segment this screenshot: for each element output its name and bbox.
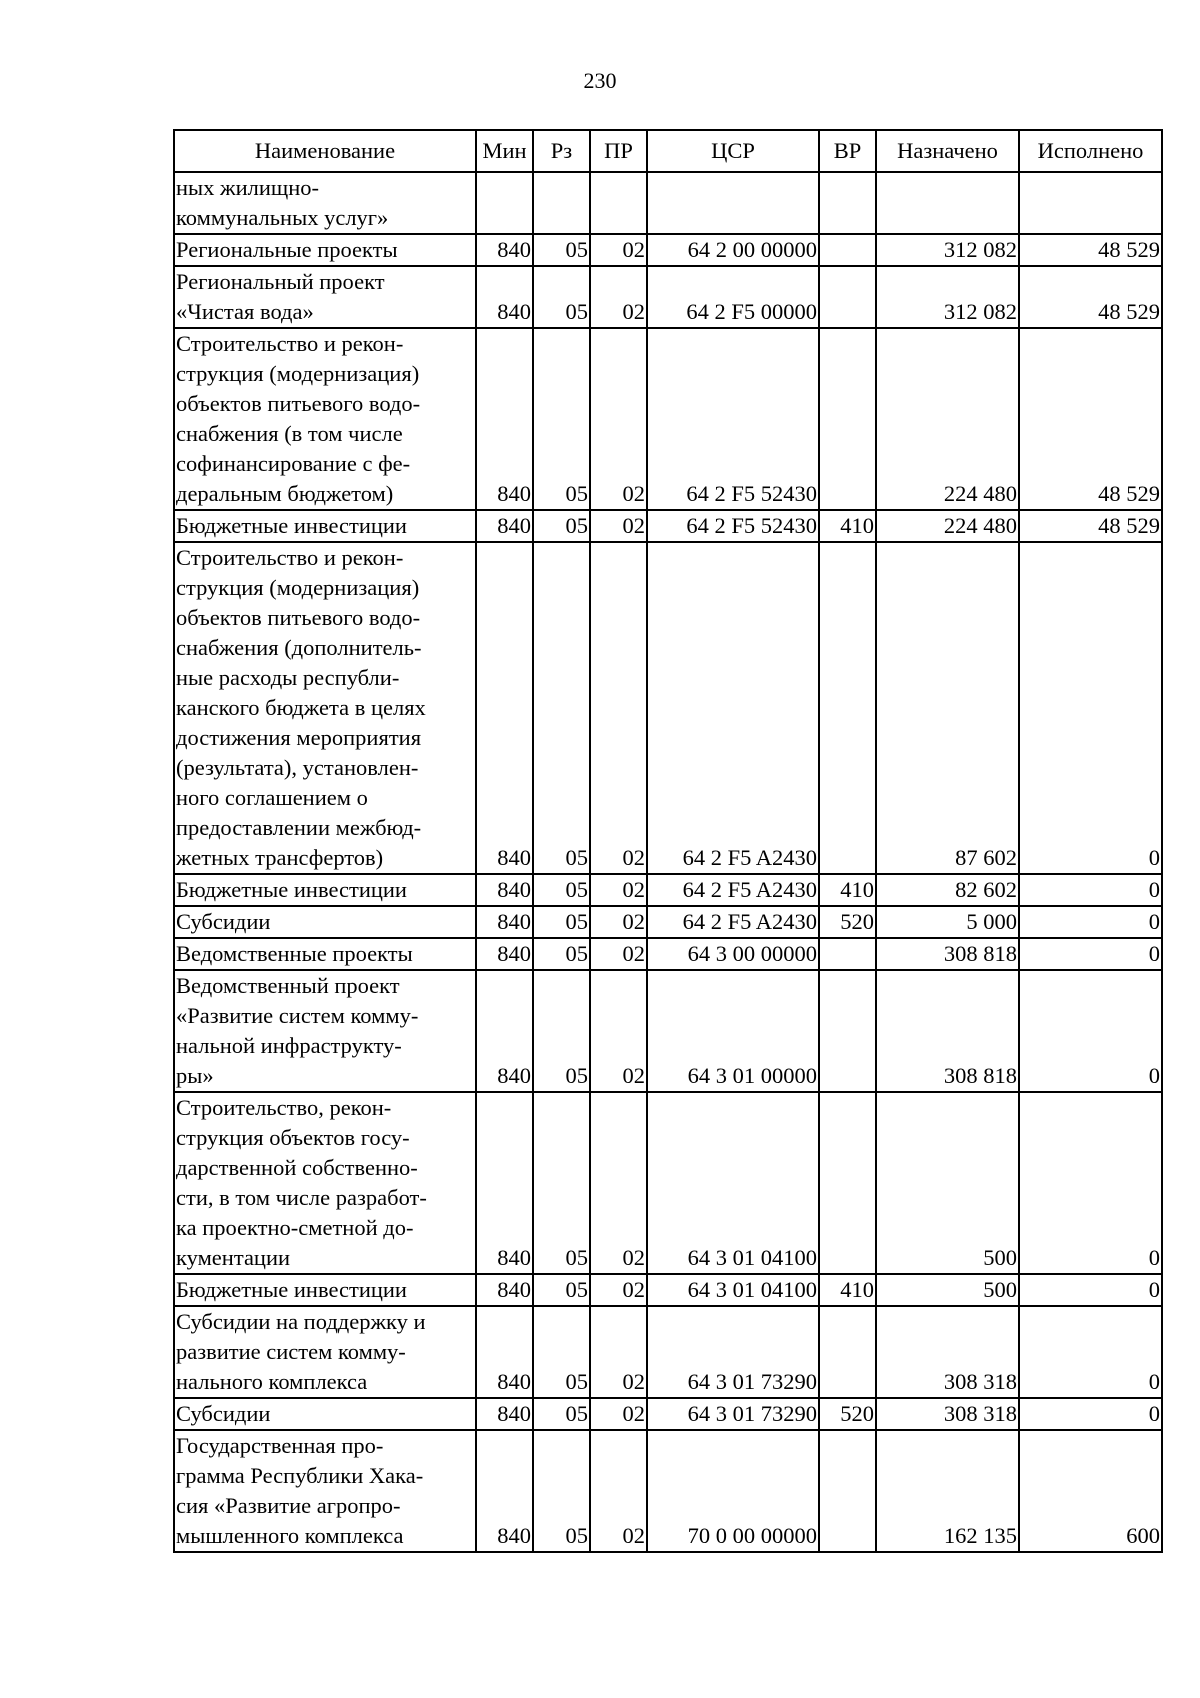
cell-csr: 64 3 00 00000: [647, 938, 819, 970]
cell-name: [174, 970, 476, 1092]
cell-min: 840: [476, 970, 533, 1092]
cell-assigned: 224 480: [876, 328, 1019, 510]
header-vr: ВР: [819, 130, 876, 172]
header-pr: ПР: [590, 130, 647, 172]
table-row: [174, 1398, 1162, 1430]
table-row: [174, 1092, 1162, 1274]
cell-assigned: 162 135: [876, 1430, 1019, 1552]
cell-min: 840: [476, 542, 533, 874]
cell-csr: 70 0 00 00000: [647, 1430, 819, 1552]
cell-name-line: ных жилищно-: [176, 175, 319, 200]
cell-rz: 05: [533, 510, 590, 542]
header-executed: Исполнено: [1019, 130, 1162, 172]
cell-rz: 05: [533, 938, 590, 970]
cell-rz: 05: [533, 1092, 590, 1274]
cell-min: 840: [476, 1306, 533, 1398]
cell-min: 840: [476, 1398, 533, 1430]
cell-assigned: 308 818: [876, 970, 1019, 1092]
cell-executed: 0: [1019, 1092, 1162, 1274]
cell-vr: [819, 542, 876, 874]
header-csr: ЦСР: [647, 130, 819, 172]
cell-name-line: Строительство и рекон-: [176, 545, 404, 570]
cell-csr: 64 2 F5 A2430: [647, 874, 819, 906]
cell-pr: 02: [590, 234, 647, 266]
cell-rz: [533, 172, 590, 234]
cell-name: [174, 328, 476, 510]
cell-assigned: 312 082: [876, 234, 1019, 266]
cell-vr: 410: [819, 874, 876, 906]
cell-csr: 64 2 F5 52430: [647, 328, 819, 510]
cell-executed: 0: [1019, 874, 1162, 906]
cell-name-line: Субсидии на поддержку и: [176, 1309, 426, 1334]
cell-assigned: 308 318: [876, 1398, 1019, 1430]
cell-pr: 02: [590, 542, 647, 874]
cell-rz: 05: [533, 1274, 590, 1306]
cell-vr: [819, 328, 876, 510]
cell-pr: 02: [590, 938, 647, 970]
table-row: [174, 266, 1162, 328]
cell-csr: 64 3 01 73290: [647, 1306, 819, 1398]
cell-pr: 02: [590, 1398, 647, 1430]
cell-csr: 64 2 F5 A2430: [647, 906, 819, 938]
cell-pr: 02: [590, 1306, 647, 1398]
table-row: [174, 1306, 1162, 1398]
cell-min: 840: [476, 1274, 533, 1306]
cell-executed: 0: [1019, 970, 1162, 1092]
cell-name-line: ка проектно-сметной до-: [176, 1215, 414, 1240]
header-rz: Рз: [533, 130, 590, 172]
cell-name-line: Региональный проект: [176, 269, 385, 294]
cell-assigned: 500: [876, 1274, 1019, 1306]
header-assigned: Назначено: [876, 130, 1019, 172]
table-header: [174, 130, 1162, 172]
table-row: [174, 172, 1162, 234]
cell-csr: 64 3 01 04100: [647, 1092, 819, 1274]
cell-rz: 05: [533, 1430, 590, 1552]
cell-min: [476, 172, 533, 234]
cell-name-line: Ведомственные проекты: [176, 941, 413, 966]
cell-name-line: Субсидии: [176, 1401, 271, 1426]
budget-table: [173, 129, 1163, 1553]
cell-assigned: 82 602: [876, 874, 1019, 906]
cell-rz: 05: [533, 1398, 590, 1430]
cell-name: [174, 938, 476, 970]
cell-csr: 64 2 F5 52430: [647, 510, 819, 542]
cell-executed: 0: [1019, 542, 1162, 874]
table-row: [174, 874, 1162, 906]
cell-name-line: струкция объектов госу-: [176, 1125, 410, 1150]
cell-min: 840: [476, 906, 533, 938]
cell-min: 840: [476, 510, 533, 542]
cell-assigned: 87 602: [876, 542, 1019, 874]
cell-name-line: струкция (модернизация): [176, 575, 420, 600]
cell-name-line: Государственная про-: [176, 1433, 384, 1458]
cell-name-line: объектов питьевого водо-: [176, 605, 421, 630]
cell-name-line: ного соглашением о: [176, 785, 368, 810]
cell-csr: 64 3 01 04100: [647, 1274, 819, 1306]
cell-csr: 64 2 00 00000: [647, 234, 819, 266]
cell-vr: [819, 234, 876, 266]
table-row: [174, 970, 1162, 1092]
header-min: Мин: [476, 130, 533, 172]
table-row: [174, 1274, 1162, 1306]
cell-name-line: предоставлении межбюд-: [176, 815, 422, 840]
cell-name-line: деральным бюджетом): [176, 481, 394, 506]
cell-name: [174, 266, 476, 328]
cell-rz: 05: [533, 1306, 590, 1398]
cell-vr: 520: [819, 906, 876, 938]
cell-name: [174, 510, 476, 542]
cell-min: 840: [476, 1430, 533, 1552]
table-row: [174, 328, 1162, 510]
header-name: Наименование: [174, 130, 476, 172]
cell-csr: 64 3 01 73290: [647, 1398, 819, 1430]
cell-name-line: коммунальных услуг»: [176, 205, 389, 230]
cell-min: 840: [476, 234, 533, 266]
header-row: [174, 130, 1162, 172]
cell-name-line: софинансирование с фе-: [176, 451, 411, 476]
cell-executed: [1019, 172, 1162, 234]
cell-name-line: Строительство, рекон-: [176, 1095, 392, 1120]
cell-min: 840: [476, 1092, 533, 1274]
cell-assigned: 308 818: [876, 938, 1019, 970]
cell-name-line: Ведомственный проект: [176, 973, 400, 998]
cell-executed: 600: [1019, 1430, 1162, 1552]
cell-rz: 05: [533, 328, 590, 510]
cell-name-line: «Развитие систем комму-: [176, 1003, 419, 1028]
cell-name: [174, 1306, 476, 1398]
cell-pr: 02: [590, 1092, 647, 1274]
table-body: [174, 172, 1162, 1552]
cell-name: [174, 1274, 476, 1306]
cell-executed: 0: [1019, 1306, 1162, 1398]
cell-name: [174, 172, 476, 234]
cell-assigned: 224 480: [876, 510, 1019, 542]
table-row: [174, 234, 1162, 266]
cell-vr: 520: [819, 1398, 876, 1430]
cell-executed: 48 529: [1019, 234, 1162, 266]
cell-name-line: Бюджетные инвестиции: [176, 1277, 407, 1302]
cell-name-line: ры»: [176, 1063, 214, 1088]
cell-name: [174, 906, 476, 938]
cell-pr: 02: [590, 874, 647, 906]
cell-rz: 05: [533, 874, 590, 906]
cell-pr: 02: [590, 970, 647, 1092]
cell-assigned: 308 318: [876, 1306, 1019, 1398]
cell-csr: 64 2 F5 00000: [647, 266, 819, 328]
cell-name: [174, 542, 476, 874]
cell-vr: 410: [819, 1274, 876, 1306]
cell-min: 840: [476, 266, 533, 328]
cell-executed: 0: [1019, 906, 1162, 938]
cell-pr: [590, 172, 647, 234]
cell-assigned: 5 000: [876, 906, 1019, 938]
cell-rz: 05: [533, 234, 590, 266]
cell-name-line: Субсидии: [176, 909, 271, 934]
cell-rz: 05: [533, 266, 590, 328]
page-number: 230: [583, 68, 617, 93]
cell-executed: 48 529: [1019, 510, 1162, 542]
cell-name-line: канского бюджета в целях: [176, 695, 426, 720]
cell-name-line: жетных трансфертов): [176, 845, 384, 870]
cell-pr: 02: [590, 510, 647, 542]
cell-name-line: снабжения (в том числе: [176, 421, 403, 446]
cell-name: [174, 1398, 476, 1430]
cell-name-line: Бюджетные инвестиции: [176, 513, 407, 538]
cell-vr: [819, 1430, 876, 1552]
cell-executed: 0: [1019, 938, 1162, 970]
cell-executed: 0: [1019, 1398, 1162, 1430]
cell-assigned: [876, 172, 1019, 234]
cell-pr: 02: [590, 328, 647, 510]
cell-vr: 410: [819, 510, 876, 542]
cell-name: [174, 874, 476, 906]
cell-name-line: ные расходы республи-: [176, 665, 400, 690]
table-row: [174, 938, 1162, 970]
cell-min: 840: [476, 874, 533, 906]
table-row: [174, 1430, 1162, 1552]
cell-pr: 02: [590, 906, 647, 938]
cell-name-line: грамма Республики Хака-: [176, 1463, 424, 1488]
cell-name-line: струкция (модернизация): [176, 361, 420, 386]
cell-name-line: объектов питьевого водо-: [176, 391, 421, 416]
cell-assigned: 312 082: [876, 266, 1019, 328]
cell-assigned: 500: [876, 1092, 1019, 1274]
cell-csr: 64 3 01 00000: [647, 970, 819, 1092]
cell-csr: [647, 172, 819, 234]
cell-csr: 64 2 F5 A2430: [647, 542, 819, 874]
cell-vr: [819, 1306, 876, 1398]
cell-name-line: достижения мероприятия: [176, 725, 422, 750]
cell-name-line: кументации: [176, 1245, 291, 1270]
cell-name-line: нального комплекса: [176, 1369, 368, 1394]
cell-rz: 05: [533, 970, 590, 1092]
cell-executed: 0: [1019, 1274, 1162, 1306]
cell-vr: [819, 266, 876, 328]
cell-executed: 48 529: [1019, 328, 1162, 510]
cell-name-line: (результата), установлен-: [176, 755, 419, 780]
cell-name-line: нальной инфраструкту-: [176, 1033, 402, 1058]
cell-pr: 02: [590, 266, 647, 328]
cell-name-line: Бюджетные инвестиции: [176, 877, 407, 902]
cell-rz: 05: [533, 542, 590, 874]
cell-vr: [819, 1092, 876, 1274]
cell-name-line: Региональные проекты: [176, 237, 398, 262]
table-row: [174, 510, 1162, 542]
cell-pr: 02: [590, 1274, 647, 1306]
cell-executed: 48 529: [1019, 266, 1162, 328]
cell-pr: 02: [590, 1430, 647, 1552]
table-row: [174, 906, 1162, 938]
cell-vr: [819, 970, 876, 1092]
cell-min: 840: [476, 328, 533, 510]
cell-name-line: «Чистая вода»: [176, 299, 314, 324]
cell-name-line: развитие систем комму-: [176, 1339, 406, 1364]
cell-rz: 05: [533, 906, 590, 938]
cell-name-line: сия «Развитие агропро-: [176, 1493, 401, 1518]
cell-name: [174, 1092, 476, 1274]
cell-name: [174, 234, 476, 266]
cell-name-line: снабжения (дополнитель-: [176, 635, 422, 660]
cell-name: [174, 1430, 476, 1552]
cell-name-line: мышленного комплекса: [176, 1523, 404, 1548]
cell-vr: [819, 172, 876, 234]
table-row: [174, 542, 1162, 874]
cell-name-line: дарственной собственно-: [176, 1155, 418, 1180]
cell-name-line: сти, в том числе разработ-: [176, 1185, 427, 1210]
cell-name-line: Строительство и рекон-: [176, 331, 404, 356]
cell-min: 840: [476, 938, 533, 970]
cell-vr: [819, 938, 876, 970]
